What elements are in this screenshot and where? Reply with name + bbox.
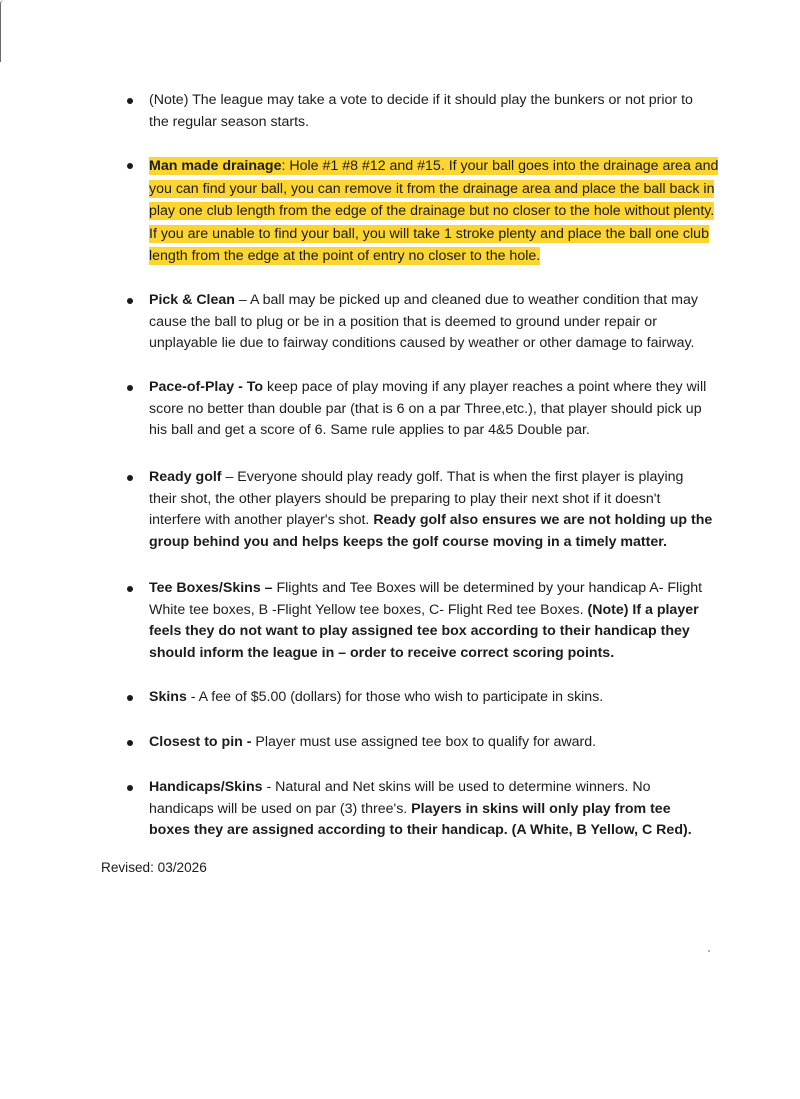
rule-emphasis: Ready golf also ensures we are not holding up the group behind you and helps keeps the golf course moving in a timely matter. bbox=[149, 512, 713, 550]
bullet bbox=[127, 695, 133, 701]
rule-bunkers-note bbox=[122, 90, 714, 133]
rule-text: - A fee of $5.00 (dollars) for those who wish to participate in skins. bbox=[186, 689, 604, 705]
rule-ready-golf bbox=[122, 467, 714, 553]
bullet bbox=[127, 385, 133, 391]
rule-emphasis: Players in skins will only play from tee boxes they are assigned according to their handicap. (A White, B Yellow, C Red). bbox=[149, 800, 692, 839]
rule-pace-of-play bbox=[122, 377, 714, 442]
rule-text: – Everyone should play ready golf. That is when the first player is playing their shot, the other players should be preparing to play their next shot if it doesn't interfere with another player's shot. bbox=[149, 469, 684, 529]
rule-pick-and-clean bbox=[122, 290, 714, 355]
highlighted-passage bbox=[149, 157, 718, 265]
rule-tee-boxes-skins bbox=[122, 578, 714, 664]
bullet bbox=[127, 475, 133, 481]
rule-title: Pace-of-Play - To bbox=[149, 379, 264, 395]
bullet bbox=[127, 298, 133, 304]
scan-speck bbox=[708, 950, 710, 952]
bullet bbox=[127, 586, 133, 592]
rule-title: Handicaps/Skins bbox=[149, 779, 263, 795]
scan-edge-mark bbox=[0, 0, 5, 62]
rule-text: Flights and Tee Boxes will be determined by your handicap A- Flight White tee boxes, B -Flight Yellow tee boxes, C- Flight Red tee Boxes. bbox=[149, 580, 703, 618]
rule-text: (Note) The league may take a vote to decide if it should play the bunkers or not prior to the regular season starts. bbox=[149, 92, 693, 130]
bullet bbox=[127, 785, 133, 791]
rule-text: : Hole #1 #8 #12 and #15. If your ball goes into the drainage area and you can find your ball, you can remove it from the drainage area and place the ball back in play one club length from the edge of the drainage but no closer to the hole without plenty. If you are unable to find your ball, you will take 1 stroke plenty and place the ball one club length from the edge at the point of entry no closer to the hole. bbox=[149, 158, 719, 265]
bullet bbox=[127, 163, 133, 169]
rule-emphasis: (Note) If a player feels they do not want to play assigned tee box according to their handicap they should inform the league in – order to receive correct scoring points. bbox=[149, 601, 699, 661]
rule-handicaps-skins bbox=[122, 777, 714, 842]
rule-man-made-drainage bbox=[122, 155, 719, 268]
rule-closest-to-pin bbox=[122, 732, 714, 754]
rule-title: Skins bbox=[149, 689, 187, 705]
rule-title: Tee Boxes/Skins – bbox=[149, 580, 273, 596]
rule-text: - Natural and Net skins will be used to determine winners. No handicaps will be used on par (3) three's. bbox=[149, 779, 651, 817]
rule-text: keep pace of play moving if any player reaches a point where they will score no better than double par (that is 6 on a par Three,etc.), that player should pick up his ball and get a score of 6. Same rule applies to par 4&5 Double par. bbox=[149, 379, 707, 439]
rule-text: Player must use assigned tee box to qualify for award. bbox=[251, 734, 597, 750]
bullet bbox=[127, 740, 133, 746]
rule-text: – A ball may be picked up and cleaned due to weather condition that may cause the ball to plug or be in a position that is deemed to ground under repair or unplayable lie due to fairway conditions caused by weather or other damage to fairway. bbox=[149, 292, 698, 352]
revision-date: Revised: 03/2026 bbox=[101, 860, 207, 875]
bullet bbox=[127, 98, 133, 104]
rule-skins bbox=[122, 687, 714, 709]
rule-title: Pick & Clean bbox=[149, 292, 235, 308]
rule-title: Closest to pin - bbox=[149, 734, 252, 750]
rule-title: Man made drainage bbox=[149, 158, 282, 174]
rule-title: Ready golf bbox=[149, 469, 222, 485]
